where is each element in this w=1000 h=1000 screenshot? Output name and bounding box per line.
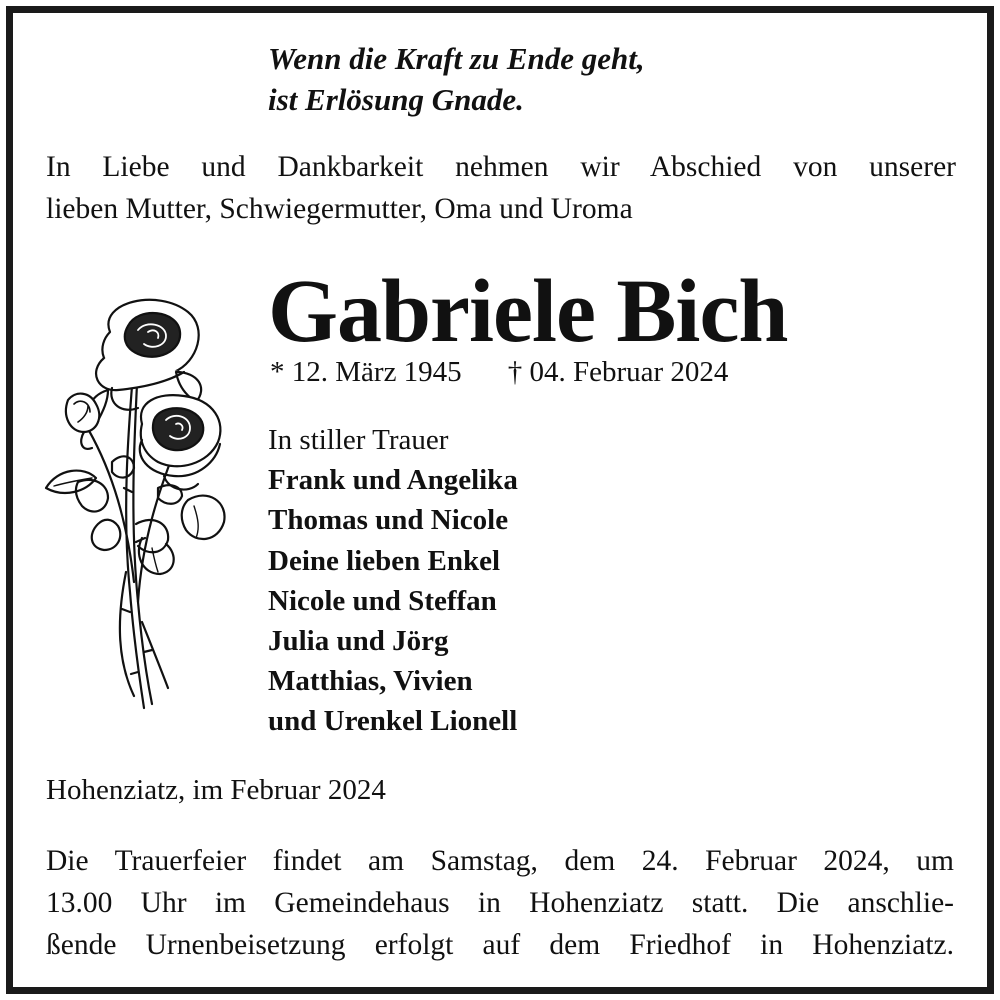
intro-line: lieben Mutter, Schwiegermutter, Oma und Uroma [46, 193, 633, 225]
death-date: † 04. Februar 2024 [507, 356, 729, 388]
funeral-line: Die Trauerfeier findet am Samstag, dem 24. Februar 2024, um [46, 845, 954, 877]
mourner-name: Nicole und Steffan [268, 584, 497, 617]
funeral-line: 13.00 Uhr im Gemeindehaus in Hohenziatz statt. Die anschlie- [46, 887, 954, 919]
roses-icon [38, 292, 230, 712]
place-date: Hohenziatz, im Februar 2024 [46, 774, 386, 806]
funeral-line: ßende Urnenbeisetzung erfolgt auf dem Friedhof in Hohenziatz. [46, 929, 954, 961]
mourner-name: Deine lieben Enkel [268, 544, 501, 577]
mourners-list [268, 420, 518, 742]
mourner-name: Thomas und Nicole [268, 504, 509, 537]
motto-line: ist Erlösung Gnade. [268, 82, 524, 117]
intro-line: In Liebe und Dankbarkeit nehmen wir Abschied von unserer [46, 151, 956, 183]
birth-date: * 12. März 1945 [270, 356, 462, 388]
motto [268, 38, 645, 120]
life-dates [270, 352, 728, 392]
mourner-name: und Urenkel Lionell [268, 705, 518, 738]
motto-line: Wenn die Kraft zu Ende geht, [268, 41, 645, 76]
mourner-name: Matthias, Vivien [268, 665, 473, 698]
deceased-name: Gabriele Bich [268, 262, 788, 361]
mourner-name: Frank und Angelika [268, 464, 518, 497]
mourners-heading: In stiller Trauer [268, 424, 449, 456]
intro-text [46, 146, 956, 230]
funeral-details [46, 840, 954, 966]
mourner-name: Julia und Jörg [268, 625, 449, 658]
